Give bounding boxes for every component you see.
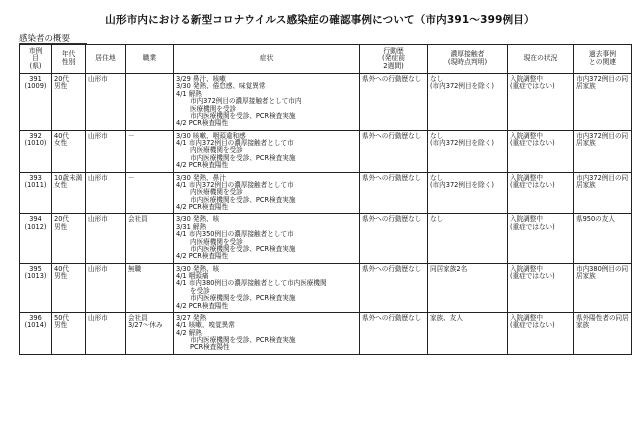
cell-close-contacts [428,172,508,214]
symptom-line: 3/30 咳嗽、咽頭違和感 [176,131,246,140]
cell-symptoms [174,214,360,263]
cell-id [20,312,52,354]
header-travel [360,45,428,74]
cell-symptoms [174,263,360,312]
cell-text: － [128,173,135,182]
cell-residence [86,214,126,263]
symptom-line: 4/2 PCR検査陽性 [176,203,229,211]
symptom-line: 内医療機関を受診 [190,146,243,155]
cell-status [508,130,574,172]
cell-text: 山形市 [88,264,108,273]
cell-close-contacts [428,263,508,312]
cell-text: 山形市 [88,75,108,83]
header-symptoms [174,45,360,74]
cell-close-contacts [428,312,508,354]
symptom-line: 4/2 PCR検査陽性 [176,252,229,261]
cell-status [508,74,574,131]
header-status-label: 現在の状況 [523,54,558,63]
cell-text: 393 (1011) [24,173,47,189]
symptom-line: 市内医療機関を受診、PCR検査実施 [190,294,296,303]
symptom-line: 3/31 解熱 [176,222,207,231]
header-relation-label: 過去事例 との関連 [588,50,617,66]
symptom-line: を受診 [190,286,210,295]
cell-text: 県外への行動歴なし [362,264,422,273]
cell-age-sex [52,172,86,214]
cell-text: － [128,131,135,140]
header-id-label: 市例 目 (県) [28,46,43,70]
header-close-contacts [428,45,508,74]
cell-text: 入院調整中 (重症ではない) [510,313,555,330]
symptom-line: 市内372例目の濃厚接触者として市内 [190,97,302,106]
cell-text: 無職 [128,264,142,273]
table-row [20,312,632,354]
cell-id [20,172,52,214]
header-travel-label: 行動歴 (発症前 2週間) [381,46,406,70]
cell-text: 市内372例目の同居家族 [576,75,629,91]
cell-text: 10歳未満 女性 [54,173,83,189]
cell-travel [360,74,428,131]
symptom-line: PCR検査陽性 [190,343,230,352]
cell-close-contacts [428,130,508,172]
symptom-line: 市内医療機関を受診、PCR検査実施 [190,195,296,204]
cell-text: 県外への行動歴なし [362,313,422,322]
table-header-row [20,45,632,74]
symptom-line: 市内医療機関を受診、PCR検査実施 [190,336,296,344]
symptom-line: 4/1 市内350例目の濃厚接触者として市 [176,230,294,239]
cell-occupation [126,263,174,312]
cell-residence [86,263,126,312]
cell-text: 同居家族2名 [430,264,468,273]
cell-text: 山形市 [88,313,108,322]
cell-text: なし [430,215,444,224]
cell-text: なし (市内372例目を除く) [430,75,494,91]
symptom-line: 3/30 発熱、咳 [176,215,220,224]
symptom-line: 内医療機関を受診 [190,237,243,246]
cell-text: 市内380例目の同居家族 [576,264,629,280]
cell-text: 20代 男性 [54,75,69,91]
cell-text: 394 (1012) [24,215,47,231]
cell-relation [574,214,632,263]
cell-status [508,214,574,263]
cell-relation [574,130,632,172]
symptom-line: 4/2 PCR検査陽性 [176,301,229,310]
header-status [508,45,574,74]
cell-status [508,172,574,214]
cell-text: 山形市 [88,131,108,140]
cell-text: 山形市 [88,173,108,182]
cell-text: 20代 男性 [54,215,69,231]
table-row [20,214,632,263]
cell-text: 40代 女性 [54,131,69,147]
cell-age-sex [52,74,86,131]
symptom-line: 4/1 解熱 [176,89,202,98]
cell-age-sex [52,214,86,263]
symptom-line: 市内医療機関を受診、PCR検査実施 [190,153,296,162]
cell-occupation [126,74,174,131]
header-occupation-label: 職業 [142,54,157,63]
header-residence-label: 居住地 [95,54,116,63]
header-occupation [126,45,174,74]
cell-travel [360,214,428,263]
cell-text: 会社員 [128,215,148,224]
cell-residence [86,172,126,214]
cell-close-contacts [428,74,508,131]
symptom-line: 3/30 発熱、倦怠感、味覚異常 [176,82,266,91]
symptom-line: 4/1 市内372例目の濃厚接触者として市 [176,180,294,189]
cases-table [19,44,632,355]
page-title: 山形市内における新型コロナウイルス感染症の確認事例について（市内391～399例目） [105,14,535,26]
cell-text: 県外への行動歴なし [362,131,422,140]
symptom-line: 4/1 市内380例目の濃厚接触者として市内医療機関 [176,279,327,288]
symptom-line: 4/1 咳嗽、嗅覚異常 [176,321,235,330]
cell-symptoms [174,74,360,131]
symptom-line: 4/2 解熱 [176,328,202,337]
symptom-line: 市内医療機関を受診、PCR検査実施 [190,111,296,120]
symptom-line: 4/1 咽頭痛 [176,272,209,280]
table-row [20,172,632,214]
cell-text: 山形市 [88,215,108,224]
cell-text: 入院調整中 (重症ではない) [510,131,555,147]
cell-text: 県外への行動歴なし [362,75,422,83]
symptom-line: 4/2 PCR検査陽性 [176,161,229,170]
cell-text: 入院調整中 (重症ではない) [510,264,555,280]
cell-age-sex [52,130,86,172]
table-row [20,74,632,131]
symptom-line: 4/1 市内372例目の濃厚接触者として市 [176,139,294,147]
header-symptoms-label: 症状 [259,54,274,63]
section-heading: 感染者の概要 [19,34,71,44]
cell-text: なし (市内372例目を除く) [430,173,494,189]
cell-close-contacts [428,214,508,263]
cell-relation [574,312,632,354]
cell-id [20,130,52,172]
cell-text: 396 (1014) [24,313,47,330]
cell-travel [360,263,428,312]
cell-residence [86,130,126,172]
cell-text: なし (市内372例目を除く) [430,131,494,147]
header-relation [574,45,632,74]
cell-occupation [126,312,174,354]
header-id [20,45,52,74]
cell-text: 県950の友人 [576,215,615,224]
cell-relation [574,74,632,131]
symptom-line: 3/29 鼻汁、咳嗽 [176,75,226,83]
cell-text: 50代 男性 [54,313,69,330]
symptom-line: 内医療機関を受診 [190,188,243,197]
symptom-line: 3/30 発熱、鼻汁 [176,173,226,182]
cell-occupation [126,172,174,214]
cell-travel [360,130,428,172]
cell-age-sex [52,263,86,312]
cell-status [508,312,574,354]
cell-text: 入院調整中 (重症ではない) [510,75,555,91]
header-age-sex-label: 年代 性別 [61,50,76,66]
cell-text: 市内372例目の同居家族 [576,131,629,147]
cell-text: 県外への行動歴なし [362,215,422,224]
cell-residence [86,74,126,131]
cell-text: 会社員 3/27～休み [128,313,163,330]
cell-occupation [126,214,174,263]
table-row [20,263,632,312]
cell-text: 392 (1010) [24,131,47,147]
cell-text: 40代 男性 [54,264,69,280]
symptom-line: 4/2 PCR検査陽性 [176,119,229,128]
header-age-sex [52,45,86,74]
cell-text: 県外への行動歴なし [362,173,422,182]
cell-text: 家族、友人 [430,313,463,322]
cell-age-sex [52,312,86,354]
cell-residence [86,312,126,354]
cell-text: 入院調整中 (重症ではない) [510,215,555,231]
cell-symptoms [174,130,360,172]
cell-travel [360,312,428,354]
symptom-line: 医療機関を受診 [190,104,237,113]
cell-id [20,263,52,312]
cell-occupation [126,130,174,172]
symptom-line: 市内医療機関を受診、PCR検査実施 [190,244,296,253]
cell-text: 県外陽性者の同居家族 [576,313,629,330]
cell-status [508,263,574,312]
header-residence [86,45,126,74]
cell-relation [574,263,632,312]
symptom-line: 3/27 発熱 [176,313,207,322]
cell-relation [574,172,632,214]
cell-id [20,214,52,263]
cell-text: 入院調整中 (重症ではない) [510,173,555,189]
header-close-contacts-label: 濃厚接触者 (現時点判明) [447,50,488,66]
symptom-line: 3/30 発熱、咳 [176,264,220,273]
cell-text: 391 (1009) [24,75,47,91]
table-row [20,130,632,172]
cell-text: 市内372例目の同居家族 [576,173,629,189]
cell-id [20,74,52,131]
cell-travel [360,172,428,214]
cell-text: 395 (1013) [24,264,47,280]
cell-symptoms [174,312,360,354]
cell-symptoms [174,172,360,214]
